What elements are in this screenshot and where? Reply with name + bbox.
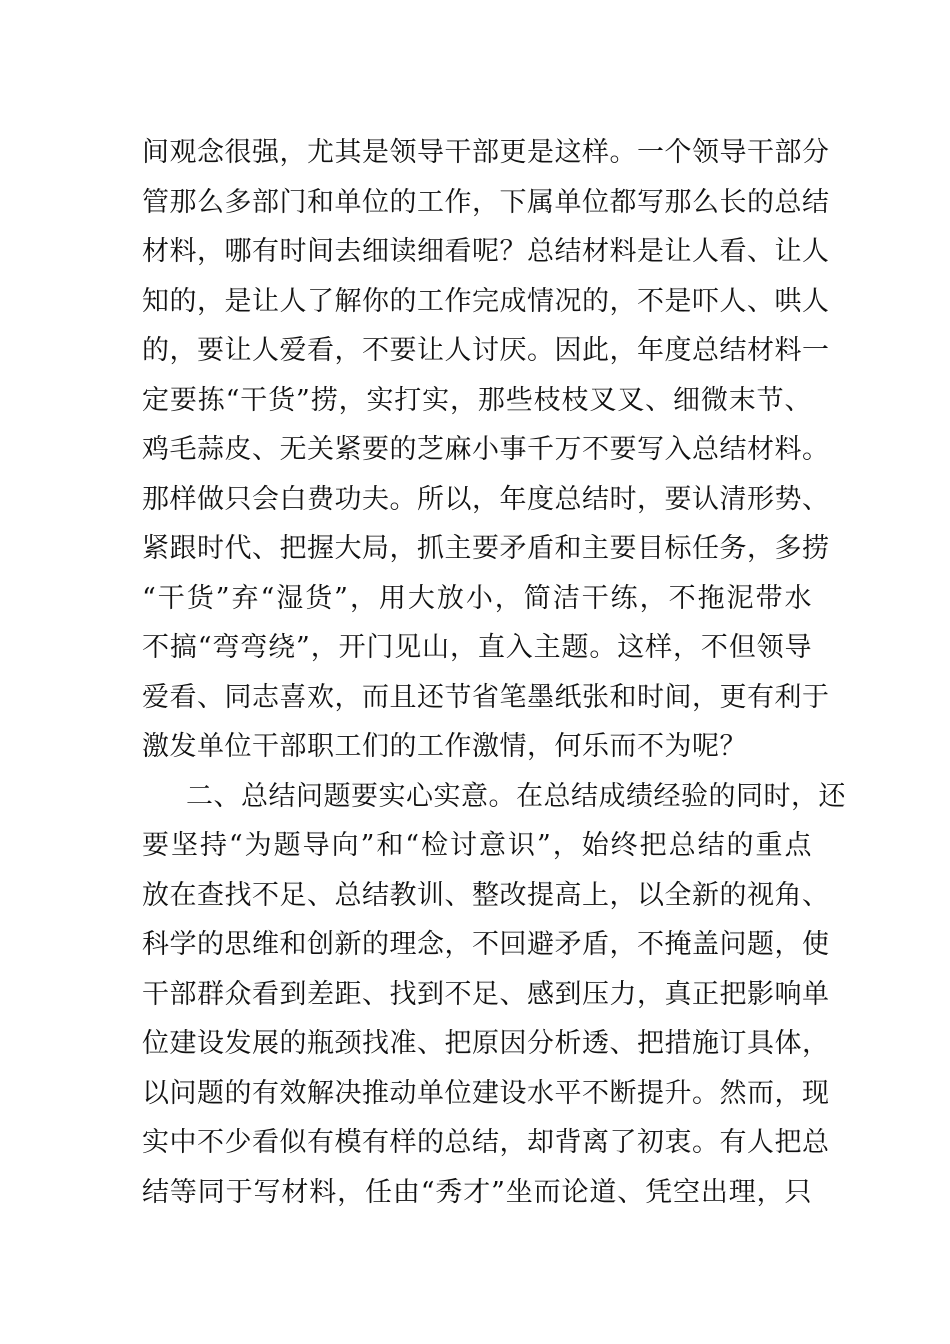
text-line: “干货”弃“湿货”，用大放小，简洁干练，不拖泥带水 — [142, 582, 812, 614]
text-line: 科学的思维和创新的理念，不回避矛盾，不掩盖问题，使 — [142, 929, 830, 960]
text-line: 以问题的有效解决推动单位建设水平不断提升。然而，现 — [142, 1077, 830, 1109]
text-line: 结等同于写材料，任由“秀才”坐而论道、凭空出理，只 — [142, 1176, 812, 1208]
text-line: 实中不少看似有模有样的总结，却背离了初衷。有人把总 — [142, 1127, 830, 1158]
text-line: 放在查找不足、总结教训、整改提高上，以全新的视角、 — [142, 879, 830, 911]
text-line: 定要拣“干货”捞，实打实，那些枝枝叉叉、细微末节、 — [142, 384, 812, 416]
text-line: 紧跟时代、把握大局，抓主要矛盾和主要目标任务，多捞 — [142, 533, 830, 564]
paragraph-start-line: 二、总结问题要实心实意。在总结成绩经验的同时，还 — [186, 780, 846, 812]
text-line: 的，要让人爱看，不要让人讨厌。因此，年度总结材料一 — [142, 335, 830, 366]
text-line: 爱看、同志喜欢，而且还节省笔墨纸张和时间，更有利于 — [142, 681, 830, 713]
text-line: 不搞“弯弯绕”，开门见山，直入主题。这样，不但领导 — [142, 632, 812, 663]
text-line: 那样做只会白费功夫。所以，年度总结时，要认清形势、 — [142, 483, 830, 515]
text-line: 知的，是让人了解你的工作完成情况的，不是吓人、哄人 — [142, 285, 830, 317]
text-line: 管那么多部门和单位的工作，下属单位都写那么长的总结 — [142, 186, 830, 218]
text-line: 间观念很强，尤其是领导干部更是这样。一个领导干部分 — [142, 137, 830, 168]
text-line: 鸡毛蒜皮、无关紧要的芝麻小事千万不要写入总结材料。 — [142, 434, 830, 465]
body-text — [142, 128, 846, 1217]
text-line: 干部群众看到差距、找到不足、感到压力，真正把影响单 — [142, 978, 830, 1010]
text-line: 要坚持“为题导向”和“检讨意识”，始终把总结的重点 — [142, 830, 812, 861]
text-line: 激发单位干部职工们的工作激情，何乐而不为呢？ — [142, 731, 747, 762]
text-line: 材料，哪有时间去细读细看呢？总结材料是让人看、让人 — [142, 236, 830, 267]
text-line: 位建设发展的瓶颈找准、把原因分析透、把措施订具体， — [142, 1028, 830, 1059]
